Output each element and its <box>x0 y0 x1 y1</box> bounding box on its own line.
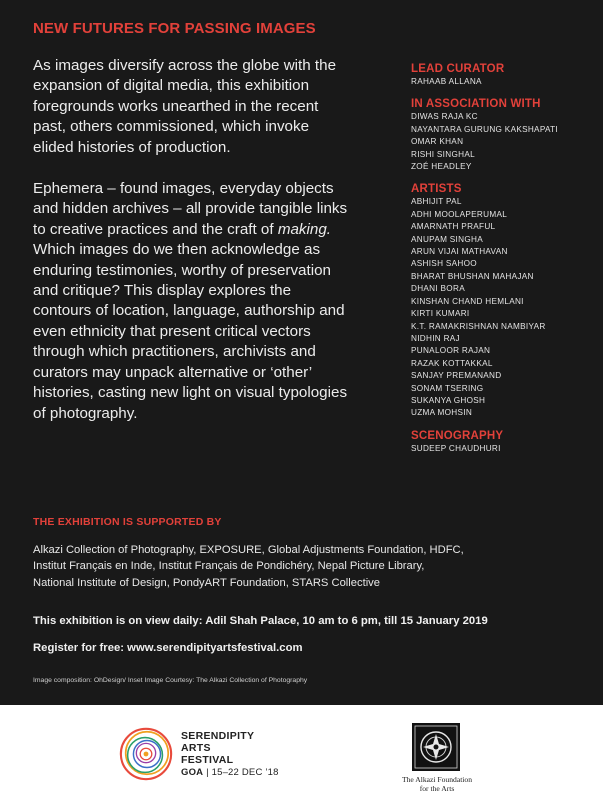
support-heading: THE EXHIBITION IS SUPPORTED BY <box>33 516 222 528</box>
festival-name-line: ARTS <box>181 742 211 754</box>
supporters-list <box>33 542 593 591</box>
credit-name: UZMA MOHSIN <box>411 408 473 418</box>
alkazi-emblem-icon <box>412 723 460 771</box>
alkazi-foundation-name <box>392 775 482 793</box>
credit-name: AMARNATH PRAFUL <box>411 222 496 232</box>
festival-date-range: | 15–22 DEC ’18 <box>203 767 279 778</box>
registration-info: Register for free: www.serendipityartsfestival.com <box>33 642 303 654</box>
credit-name: PUNALOOR RAJAN <box>411 346 491 356</box>
supporters-line: National Institute of Design, PondyART Foundation, STARS Collective <box>33 576 380 589</box>
credit-name: ADHI MOOLAPERUMAL <box>411 209 508 219</box>
intro-p2-italic: making. <box>277 220 331 238</box>
foundation-name-line: The Alkazi Foundation <box>401 775 473 784</box>
scenography-heading: SCENOGRAPHY <box>411 429 504 442</box>
credit-name: SUKANYA GHOSH <box>411 395 486 405</box>
scenography-list <box>411 443 601 455</box>
foundation-name-line: for the Arts <box>419 784 455 793</box>
credit-name: RAZAK KOTTAKKAL <box>411 358 493 368</box>
artists-section <box>411 182 601 419</box>
intro-paragraph-2 <box>33 179 353 424</box>
serendipity-swirl-logo-icon <box>117 725 175 783</box>
credit-name: ZOÉ HEADLEY <box>411 162 472 172</box>
credit-name: SUDEEP CHAUDHURI <box>411 443 501 453</box>
footer <box>0 705 603 800</box>
lead-curator-section <box>411 62 601 88</box>
credits-column <box>411 62 601 464</box>
lead-curator-list <box>411 76 601 88</box>
viewing-info: This exhibition is on view daily: Adil Shah Palace, 10 am to 6 pm, till 15 January 2019 <box>33 615 488 627</box>
artists-list <box>411 196 601 419</box>
credit-name: DHANI BORA <box>411 284 465 294</box>
credit-name: RISHI SINGHAL <box>411 149 475 159</box>
credit-name: BHARAT BHUSHAN MAHAJAN <box>411 271 534 281</box>
credit-name: ABHIJIT PAL <box>411 197 462 207</box>
credit-name: OMAR KHAN <box>411 137 464 147</box>
credit-name: NAYANTARA GURUNG KAKSHAPATI <box>411 124 559 134</box>
credit-name: SANJAY PREMANAND <box>411 371 502 381</box>
credit-name: DIWAS RAJA KC <box>411 112 478 122</box>
intro-p2-start: Ephemera – found images, everyday objects and hidden archives – all provide tangible links to creative practices and the craft of <box>33 180 348 238</box>
artists-heading: ARTISTS <box>411 183 462 196</box>
association-section <box>411 97 601 173</box>
intro-text <box>33 56 353 445</box>
festival-dates <box>181 767 279 779</box>
credit-name: RAHAAB ALLANA <box>411 77 482 86</box>
credit-name: KINSHAN CHAND HEMLANI <box>411 296 524 306</box>
credit-name: SONAM TSERING <box>411 383 484 393</box>
credit-name: ARUN VIJAI MATHAVAN <box>411 247 508 257</box>
credit-name: ANUPAM SINGHA <box>411 234 483 244</box>
festival-name-line: FESTIVAL <box>181 754 234 766</box>
supporters-line: Alkazi Collection of Photography, EXPOSURE, Global Adjustments Foundation, HDFC, <box>33 544 464 556</box>
page-title: NEW FUTURES FOR PASSING IMAGES <box>33 20 316 37</box>
festival-name-line: SERENDIPITY <box>181 730 255 742</box>
association-heading: IN ASSOCIATION WITH <box>411 98 541 111</box>
credit-name: ASHISH SAHOO <box>411 259 477 269</box>
intro-paragraph-1: As images diversify across the globe with the expansion of digital media, this exhibition foregrounds works unearthed in the recent past, others commissioned, which invoke elided histories of production. <box>33 57 337 156</box>
scenography-section <box>411 429 601 455</box>
credit-name: KIRTI KUMARI <box>411 309 470 319</box>
lead-curator-heading: LEAD CURATOR <box>411 63 505 75</box>
credit-name: K.T. RAMAKRISHNAN NAMBIYAR <box>411 321 546 331</box>
association-list <box>411 111 601 173</box>
intro-p2-end: Which images do we then acknowledge as enduring testimonies, worthy of preservation and critique? This display explores the contours of location, language, authorship and even ethnicity that present critical vectors through which practitioners, archivists and curators may unpack alternative or ‘other’ histories, casting new light on visual typologies of photography. <box>33 241 348 422</box>
supporters-line: Institut Français en Inde, Institut Français de Pondichéry, Nepal Picture Library, <box>33 560 425 573</box>
festival-wordmark <box>181 730 279 779</box>
festival-city: GOA <box>181 767 204 778</box>
credit-name: NIDHIN RAJ <box>411 333 460 343</box>
image-credit: Image composition: OhDesign/ Inset Image Courtesy: The Alkazi Collection of Photography <box>33 677 308 684</box>
